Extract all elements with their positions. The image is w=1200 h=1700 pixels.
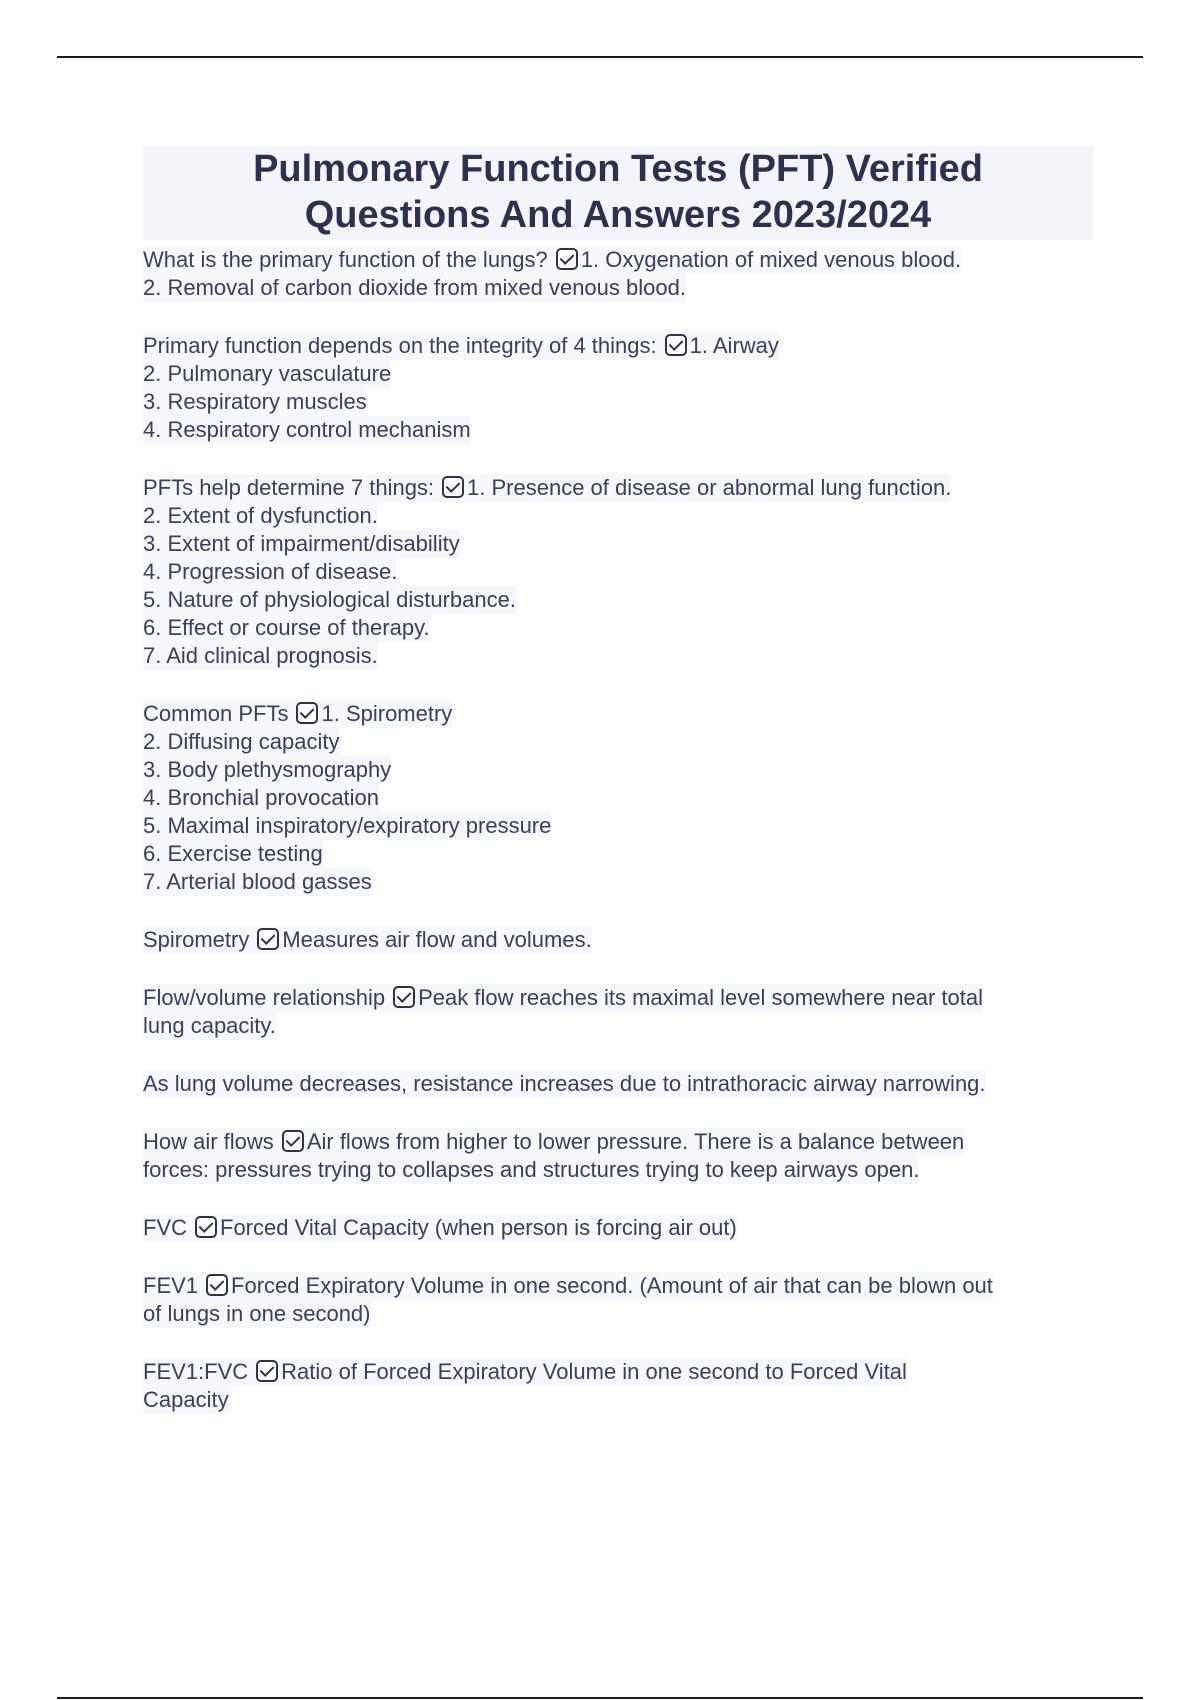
answer-line: 4. Respiratory control mechanism (143, 417, 471, 442)
answer-line: of lungs in one second) (143, 1301, 371, 1326)
answer-line: 2. Pulmonary vasculature (143, 361, 392, 386)
qa-first-line (143, 474, 951, 502)
question-text: Primary function depends on the integrity of 4 things: (143, 333, 657, 358)
qa-first-line (143, 1272, 993, 1300)
answer-line: 3. Extent of impairment/disability (143, 531, 460, 556)
question-text: PFTs help determine 7 things: (143, 475, 435, 500)
answer-line: 5. Maximal inspiratory/expiratory pressure (143, 813, 552, 838)
checkbox-checked-icon (195, 1216, 217, 1238)
answer-line: forces: pressures trying to collapses and structures trying to keep airways open. (143, 1157, 920, 1182)
answer-text: 1. Airway (689, 333, 779, 358)
answer-line: 2. Removal of carbon dioxide from mixed venous blood. (143, 275, 686, 300)
question-text: How air flows (143, 1129, 274, 1154)
qa-item (143, 332, 1093, 444)
answer-text: As lung volume decreases, resistance increases due to intrathoracic airway narrowing. (143, 1071, 986, 1096)
qa-first-line (143, 1128, 964, 1156)
question-text: Spirometry (143, 927, 250, 952)
checkbox-checked-icon (393, 986, 415, 1008)
answer-line: 3. Respiratory muscles (143, 389, 367, 414)
answer-text: Forced Vital Capacity (when person is forcing air out) (220, 1215, 737, 1240)
qa-first-line (143, 700, 452, 728)
bottom-rule (57, 1697, 1143, 1699)
answer-text: 1. Presence of disease or abnormal lung function. (467, 475, 952, 500)
qa-first-line (143, 984, 983, 1012)
question-text: What is the primary function of the lungs? (143, 247, 548, 272)
answer-text: 1. Oxygenation of mixed venous blood. (580, 247, 962, 272)
answer-text: 1. Spirometry (321, 701, 453, 726)
document-title (143, 146, 1093, 240)
qa-item (143, 1358, 1093, 1414)
checkbox-checked-icon (206, 1274, 228, 1296)
answer-line: 4. Progression of disease. (143, 559, 398, 584)
title-line-1: Pulmonary Function Tests (PFT) Verified (253, 148, 983, 190)
qa-item (143, 984, 1093, 1040)
question-text: Common PFTs (143, 701, 289, 726)
answer-line: 7. Arterial blood gasses (143, 869, 372, 894)
qa-first-line (143, 1214, 737, 1242)
answer-line: lung capacity. (143, 1013, 276, 1038)
qa-first-line (143, 926, 592, 954)
qa-item (143, 1070, 1093, 1098)
qa-item (143, 246, 1093, 302)
answer-line: 6. Exercise testing (143, 841, 323, 866)
answer-line: Capacity (143, 1387, 229, 1412)
qa-first-line (143, 1070, 986, 1098)
checkbox-checked-icon (665, 334, 687, 356)
checkbox-checked-icon (257, 928, 279, 950)
qa-item (143, 926, 1093, 954)
top-rule (57, 56, 1143, 58)
answer-text: Ratio of Forced Expiratory Volume in one second to Forced Vital (281, 1359, 907, 1384)
checkbox-checked-icon (442, 476, 464, 498)
answer-text: Air flows from higher to lower pressure. There is a balance between (306, 1129, 965, 1154)
answer-text: Measures air flow and volumes. (282, 927, 592, 952)
answer-line: 3. Body plethysmography (143, 757, 392, 782)
qa-item (143, 1214, 1093, 1242)
qa-item (143, 1272, 1093, 1328)
qa-list (143, 246, 1093, 1414)
qa-first-line (143, 1358, 907, 1386)
document-body (143, 146, 1093, 1444)
qa-first-line (143, 332, 779, 360)
checkbox-checked-icon (556, 248, 578, 270)
qa-item (143, 1128, 1093, 1184)
title-line-2: Questions And Answers 2023/2024 (304, 194, 932, 236)
checkbox-checked-icon (282, 1130, 304, 1152)
answer-line: 2. Extent of dysfunction. (143, 503, 378, 528)
answer-line: 6. Effect or course of therapy. (143, 615, 430, 640)
question-text: FEV1:FVC (143, 1359, 249, 1384)
question-text: FVC (143, 1215, 187, 1240)
answer-text: Peak flow reaches its maximal level somewhere near total (418, 985, 984, 1010)
qa-item (143, 700, 1093, 896)
question-text: FEV1 (143, 1273, 199, 1298)
answer-line: 2. Diffusing capacity (143, 729, 340, 754)
checkbox-checked-icon (256, 1360, 278, 1382)
qa-first-line (143, 246, 961, 274)
answer-text: Forced Expiratory Volume in one second. (Amount of air that can be blown out (231, 1273, 993, 1298)
checkbox-checked-icon (296, 702, 318, 724)
question-text: Flow/volume relationship (143, 985, 386, 1010)
answer-line: 5. Nature of physiological disturbance. (143, 587, 516, 612)
answer-line: 7. Aid clinical prognosis. (143, 643, 378, 668)
qa-item (143, 474, 1093, 670)
answer-line: 4. Bronchial provocation (143, 785, 380, 810)
